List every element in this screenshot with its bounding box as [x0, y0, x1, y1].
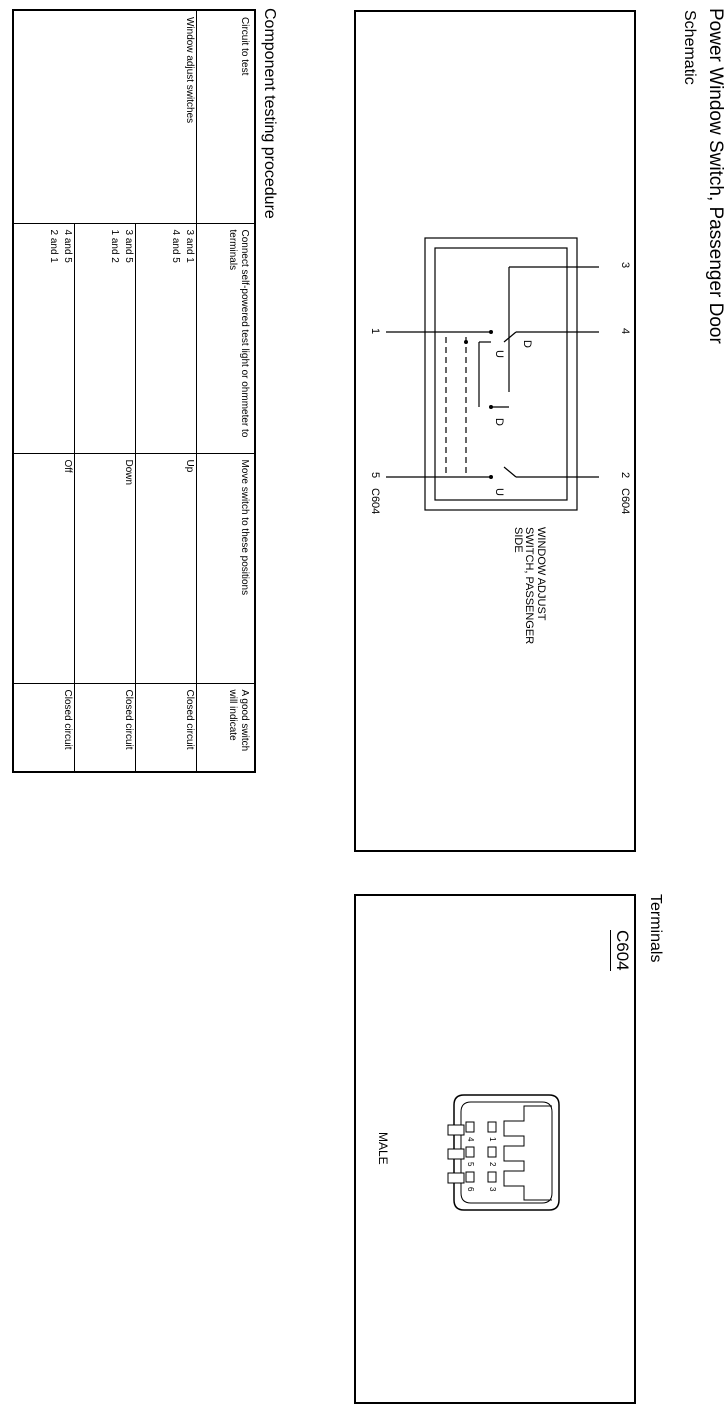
cell-position: Up [136, 453, 197, 683]
cavity-1: 1 [488, 1137, 497, 1142]
component-label-line-2: SWITCH, PASSENGER [523, 527, 536, 645]
connector-face-drawing [356, 896, 634, 1402]
cell-terminals [75, 223, 136, 453]
terminal-pair: 2 and 1 [48, 229, 60, 263]
cell-position: Down [75, 453, 136, 683]
connector-label-top: C604 [619, 488, 631, 515]
terminal-pair: 4 and 5 [170, 229, 181, 263]
terminals-connector-id: C604 [610, 930, 632, 971]
header-terminals: Connect self-powered test light or ohmmeter to terminals [197, 223, 256, 453]
cavity-3: 3 [488, 1187, 497, 1192]
gender-label: MALE [376, 1132, 390, 1165]
schematic-diagram [356, 12, 634, 850]
page-title: Power Window Switch, Passenger Door [705, 8, 726, 344]
cell-result: Closed circuit [136, 683, 197, 772]
terminal-pair: 1 and 2 [109, 229, 121, 263]
cavity-2: 2 [488, 1162, 497, 1167]
cell-terminals [136, 223, 197, 453]
table-header-row [197, 10, 256, 772]
header-circuit: Circuit to test [197, 10, 256, 223]
contact-u-1: U [493, 350, 505, 358]
procedure-table [12, 9, 256, 773]
contact-d-1: D [521, 340, 533, 348]
schematic-heading: Schematic [681, 10, 698, 85]
pin-4-label: 4 [619, 328, 631, 335]
cavity-5: 5 [466, 1162, 475, 1167]
pin-2-label: 2 [619, 472, 631, 479]
terminal-pair: 3 and 5 [123, 229, 135, 263]
table-row [136, 10, 197, 772]
terminals-heading: Terminals [647, 894, 664, 963]
cell-circuit: Window adjust switches [13, 10, 197, 223]
cell-result: Closed circuit [75, 683, 136, 772]
terminal-pair: 3 and 1 [184, 229, 195, 263]
connector-label-bottom: C604 [369, 488, 381, 515]
pin-3-label: 3 [619, 262, 631, 269]
contact-d-2: D [493, 418, 505, 426]
procedure-heading: Component testing procedure [261, 8, 278, 219]
schematic-panel [354, 10, 636, 852]
cavity-6: 6 [466, 1187, 475, 1192]
header-position: Move switch to these positions [197, 453, 256, 683]
cavity-4: 4 [466, 1137, 475, 1142]
terminal-pair: 4 and 5 [62, 229, 74, 263]
cell-result: Closed circuit [13, 683, 75, 772]
component-label-line-3: SIDE [511, 527, 524, 553]
header-result: A good switch will indicate [197, 683, 256, 772]
pin-1-label: 1 [369, 328, 381, 335]
contact-u-2: U [493, 488, 505, 496]
component-label [511, 527, 546, 644]
pin-5-label: 5 [369, 472, 381, 479]
cell-position: Off [13, 453, 75, 683]
component-label-line-1: WINDOW ADJUST [535, 527, 547, 621]
cell-terminals [13, 223, 75, 453]
terminals-panel [354, 894, 636, 1404]
